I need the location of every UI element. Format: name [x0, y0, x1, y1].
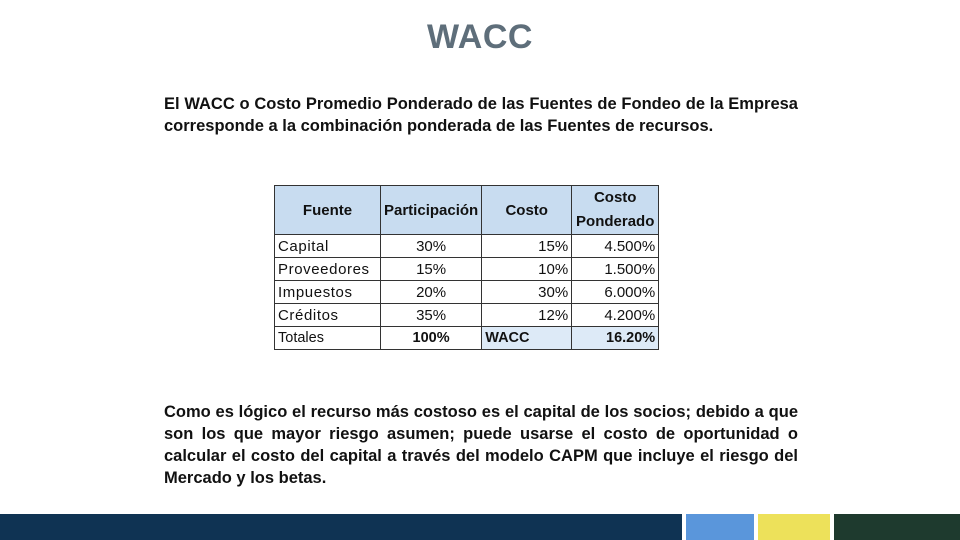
row-participacion: 20% [381, 281, 482, 304]
totals-row [275, 327, 659, 350]
row-fuente: Impuestos [275, 281, 381, 304]
row-fuente: Créditos [275, 304, 381, 327]
header-participacion: Participación [381, 186, 482, 235]
table-row [275, 304, 659, 327]
row-costo-ponderado: 4.200% [572, 304, 659, 327]
row-costo: 12% [482, 304, 572, 327]
totals-participation: 100% [381, 327, 482, 350]
row-costo-ponderado: 1.500% [572, 258, 659, 281]
table-row [275, 258, 659, 281]
row-participacion: 35% [381, 304, 482, 327]
conclusion-paragraph: Como es lógico el recurso más costoso es el capital de los socios; debido a que son los que mayor riesgo asumen; puede usarse el costo de oportunidad o calcular el costo del capital a través del modelo CAPM que incluye el riesgo del Mercado y los betas. [164, 403, 798, 487]
wacc-value: 16.20% [572, 327, 659, 350]
slide-title: WACC [427, 18, 533, 56]
row-costo: 30% [482, 281, 572, 304]
row-costo: 15% [482, 235, 572, 258]
intro-paragraph: El WACC o Costo Promedio Ponderado de las Fuentes de Fondeo de la Empresa corresponde a la combinación ponderada de las Fuentes de recursos. [164, 95, 798, 135]
row-fuente: Proveedores [275, 258, 381, 281]
header-fuente: Fuente [275, 186, 381, 235]
footer-green-segment [834, 514, 960, 540]
footer-blue-segment [686, 514, 754, 540]
header-costo-ponderado: Costo Ponderado [572, 186, 659, 235]
footer-bar [0, 514, 960, 540]
row-costo-ponderado: 4.500% [572, 235, 659, 258]
table-header-row [275, 186, 659, 235]
row-costo-ponderado: 6.000% [572, 281, 659, 304]
row-costo: 10% [482, 258, 572, 281]
totals-label: Totales [275, 327, 381, 350]
footer-navy-segment [0, 514, 682, 540]
footer-yellow-segment [758, 514, 830, 540]
row-fuente: Capital [275, 235, 381, 258]
row-participacion: 15% [381, 258, 482, 281]
wacc-label: WACC [482, 327, 572, 350]
row-participacion: 30% [381, 235, 482, 258]
table-row [275, 281, 659, 304]
wacc-table [274, 185, 659, 350]
header-costo: Costo [482, 186, 572, 235]
table-row [275, 235, 659, 258]
